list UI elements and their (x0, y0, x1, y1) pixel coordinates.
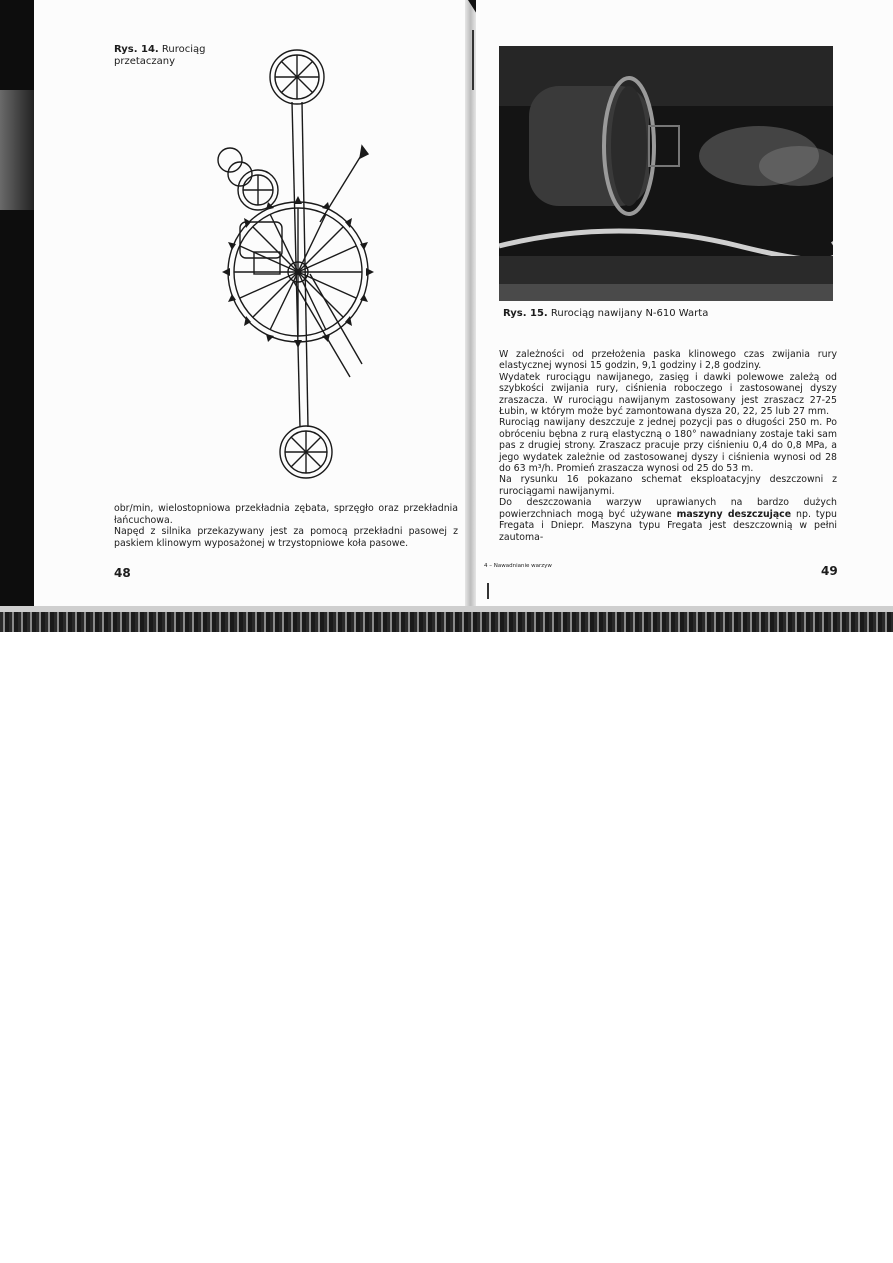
paragraph: Napęd z silnika przekazywany jest za pomocą przekładni pasowej z paskiem klinowym wyposażonej w trzystopniowe koła pasowe. (114, 526, 458, 549)
figure-15-caption: Rys. 15. Rurociąg nawijany N-610 Warta (503, 308, 709, 319)
scan-mark (487, 583, 489, 599)
page-number-left: 48 (114, 566, 131, 580)
left-page-body-text (114, 503, 458, 549)
figure-15-photo (499, 46, 833, 301)
page-number-right: 49 (821, 564, 838, 578)
paragraph: Do deszczowania warzyw uprawianych na bardzo dużych powierzchniach mogą być używane maszyny deszczujące np. typu Fregata i Dniepr. Maszyna typu Fregata jest deszczownią w pełni zautoma- (499, 497, 837, 543)
figure-14-drawing (210, 42, 390, 492)
book-gutter (465, 0, 476, 606)
photo-illustration (499, 46, 833, 301)
scan-edge-shadow (0, 90, 34, 210)
figure-14-caption: Rys. 14. Rurociąg przetaczany (114, 44, 206, 67)
right-page-body-text (499, 349, 837, 543)
paragraph: Na rysunku 16 pokazano schemat eksploatacyjny deszczowni z rurociągami nawijanymi. (499, 474, 837, 497)
paragraph: Wydatek rurociągu nawijanego, zasięg i dawki polewowe zależą od szybkości zwijania rury, ciśnienia roboczego i zastosowanej dyszy zraszacza. W rurociągu nawijanym zastosowany jest zraszacz 27-25 Łubin, w którym może być zamontowana dysza 20, 22, 25 lub 27 mm. (499, 371, 837, 418)
paragraph: Rurociąg nawijany deszczuje z jednej pozycji pas o długości 250 m. Po obróceniu bębna z rurą elastyczną o 180° nawadniany zostaje taki sam pas z drugiej strony. Zraszacz pracuje przy ciśnieniu 0,4 do 0,8 MPa, a jego wydatek zależnie od zastosowanej dyszy i ciśnienia wynosi od 28 do 63 m³/h. Promień zraszacza wynosi od 25 do 53 m. (499, 417, 837, 475)
scan-mark (472, 30, 474, 90)
chapter-footer: 4 – Nawadnianie warzyw (484, 563, 552, 569)
paragraph: W zależności od przełożenia paska klinowego czas zwijania rury elastycznej wynosi 15 godzin, 9,1 godziny i 2,8 godziny. (499, 349, 837, 372)
paragraph: obr/min, wielostopniowa przekładnia zębata, sprzęgło oraz przekładnia łańcuchowa. (114, 503, 458, 526)
scan-bottom-highlight (0, 606, 893, 612)
